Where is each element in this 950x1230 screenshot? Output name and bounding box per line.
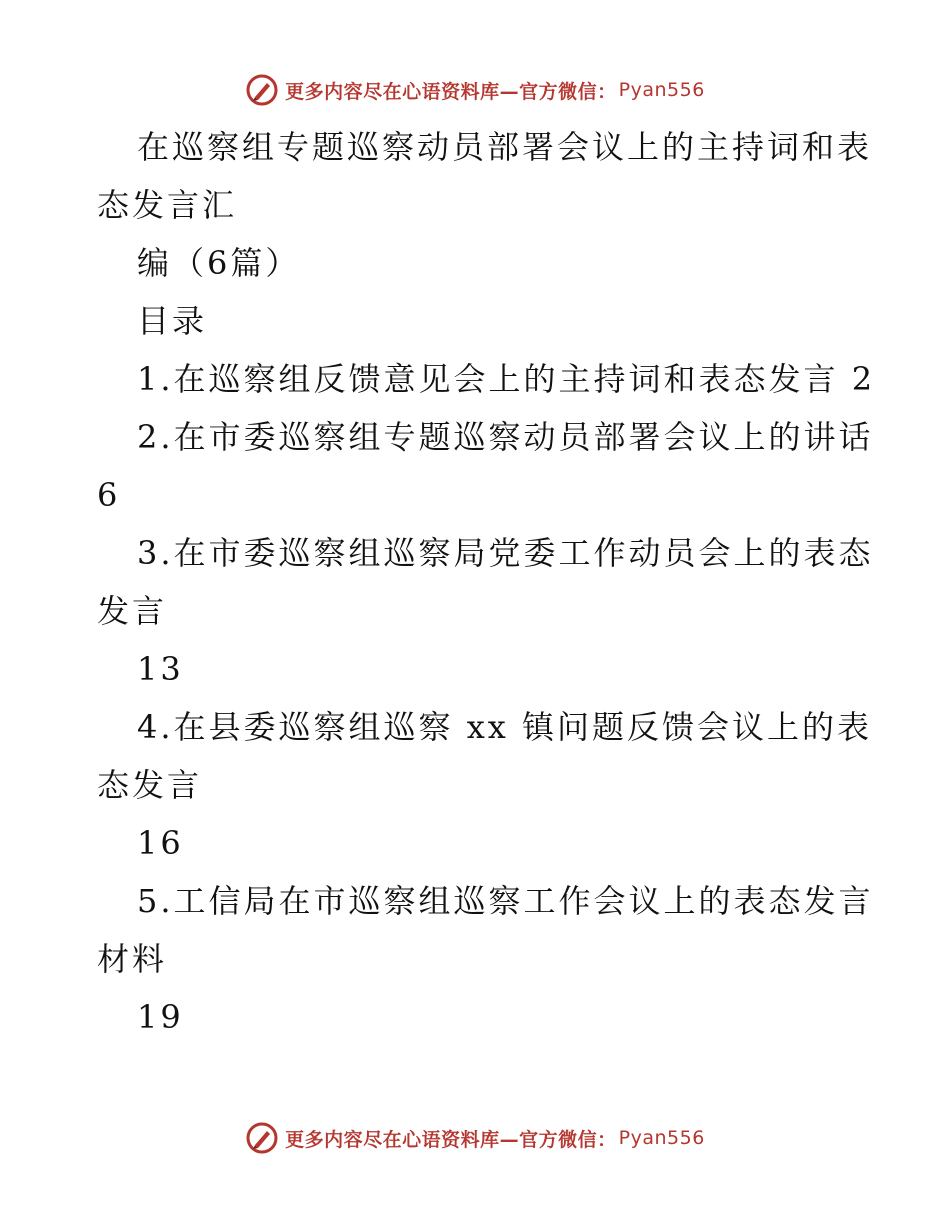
watermark-text: 更多内容尽在心语资料库—官方微信： <box>285 80 617 103</box>
toc-item-4-cont: 态发言 <box>97 766 203 804</box>
watermark-text: 更多内容尽在心语资料库—官方微信： <box>285 1128 617 1151</box>
toc-item-5-cont: 材料 <box>97 940 168 978</box>
toc-item-5[interactable]: 5.工信局在市巡察组巡察工作会议上的表态发言 <box>137 882 874 920</box>
toc-item-3[interactable]: 3.在市委巡察组巡察局党委工作动员会上的表态 <box>137 534 874 572</box>
doc-title-line-1: 在巡察组专题巡察动员部署会议上的主持词和表 <box>137 128 873 166</box>
toc-item-4-page: 16 <box>137 824 184 862</box>
toc-item-3-page: 13 <box>137 650 184 688</box>
pen-logo-icon <box>245 73 279 107</box>
toc-item-1[interactable]: 1.在巡察组反馈意见会上的主持词和表态发言 2 <box>137 360 876 398</box>
toc-item-4[interactable]: 4.在县委巡察组巡察 xx 镇问题反馈会议上的表 <box>137 708 872 746</box>
toc-item-2[interactable]: 2.在市委巡察组专题巡察动员部署会议上的讲话 <box>137 418 874 456</box>
watermark-wechat-id: Pyan556 <box>618 79 705 101</box>
doc-title-line-3: 编（6篇） <box>137 244 301 282</box>
toc-item-3-cont: 发言 <box>97 592 168 630</box>
doc-title-line-2: 态发言汇 <box>97 186 238 224</box>
toc-item-2-page: 6 <box>97 476 121 514</box>
pen-logo-icon <box>245 1121 279 1155</box>
document-body <box>97 118 876 1046</box>
watermark-wechat-id: Pyan556 <box>618 1127 705 1149</box>
header-watermark <box>0 70 950 110</box>
footer-watermark <box>0 1118 950 1158</box>
toc-item-5-page: 19 <box>137 998 184 1036</box>
toc-heading: 目录 <box>137 302 208 340</box>
